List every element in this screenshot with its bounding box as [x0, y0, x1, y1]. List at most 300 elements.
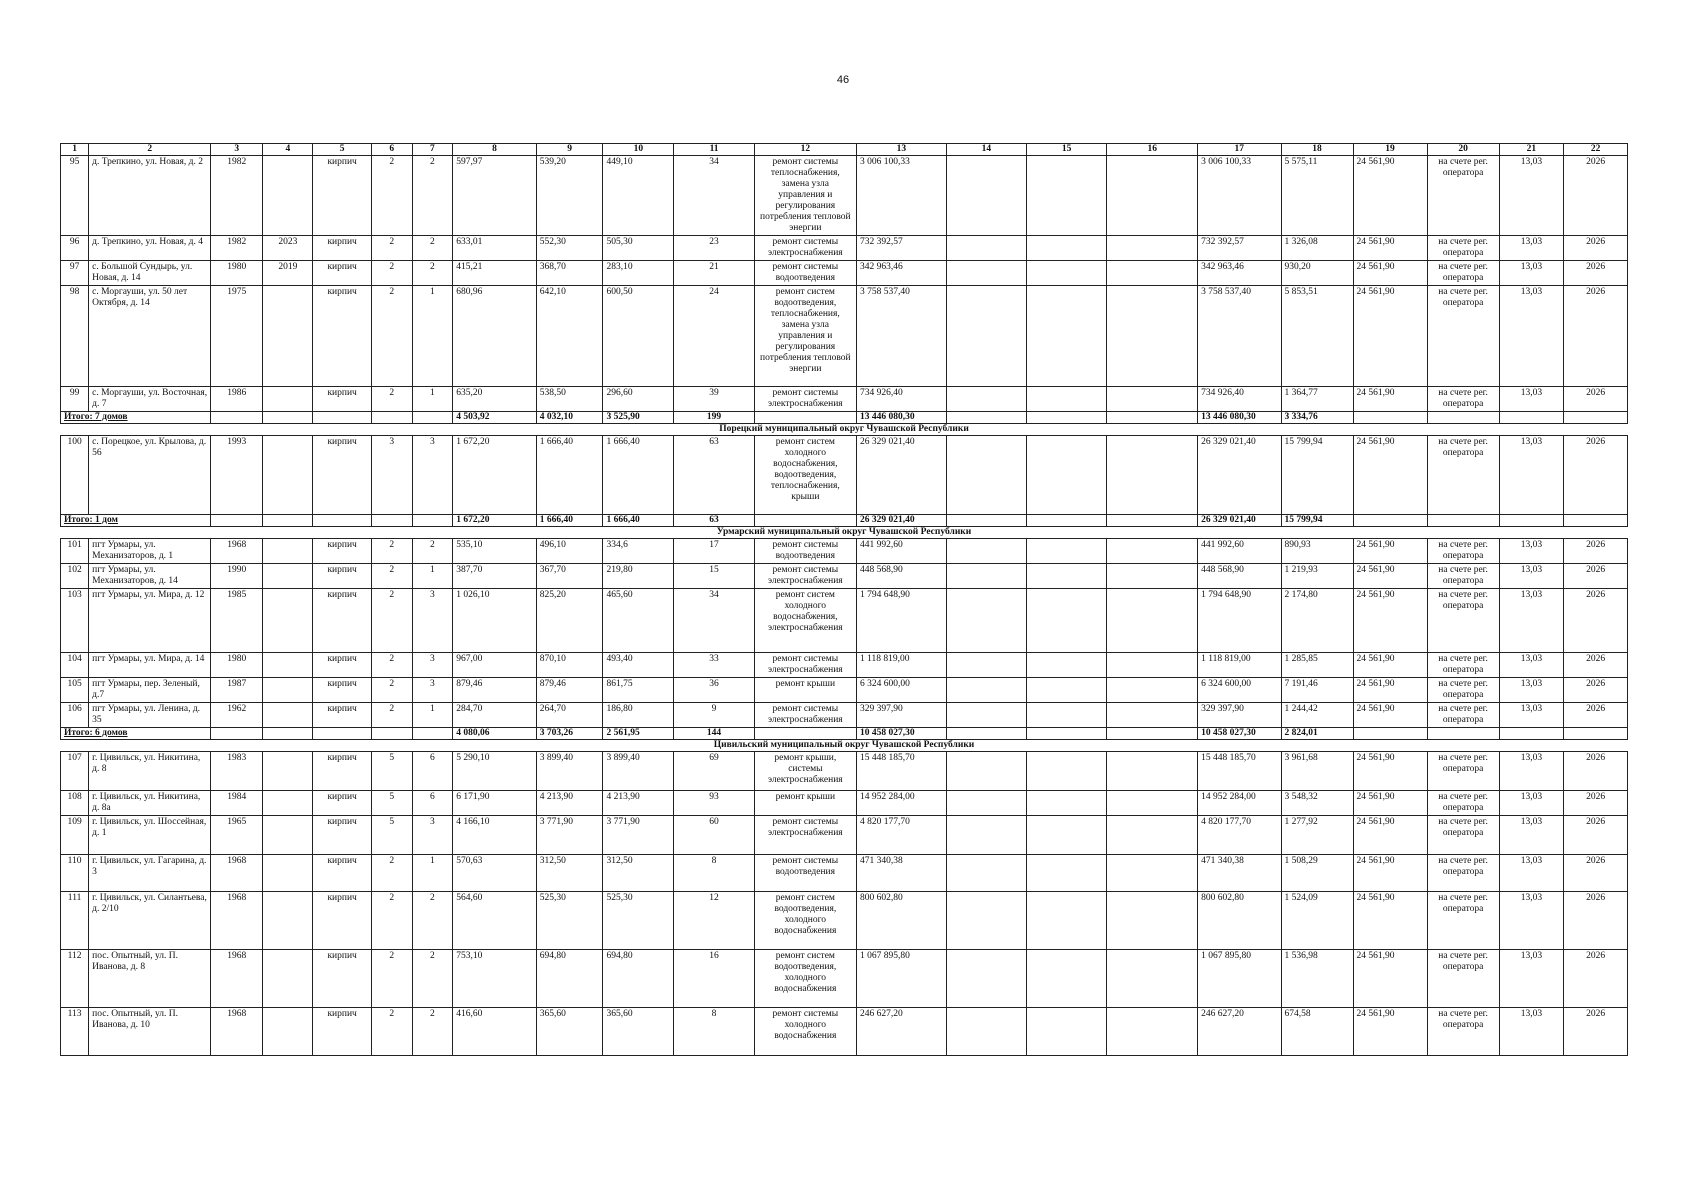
work-type-cell: ремонт крыши, системы электроснабжения: [754, 752, 856, 791]
address-cell: г. Цивильск, ул. Никитина, д. 8а: [89, 791, 211, 816]
renovation-year-cell: [263, 387, 313, 412]
floors-cell: 2: [371, 156, 412, 236]
col-14-cell: [946, 1008, 1026, 1056]
fund-account-cell: на счете рег. оператора: [1427, 816, 1499, 855]
col-15-cell: [1027, 156, 1107, 236]
work-type-cell: ремонт системы электроснабжения: [754, 653, 856, 678]
row-number-cell: 104: [61, 653, 89, 678]
fund-account-cell: на счете рег. оператора: [1427, 855, 1499, 892]
cost-fund-cell: 15 448 185,70: [1198, 752, 1281, 791]
cost-per-m2-cell: 1 364,77: [1281, 387, 1353, 412]
build-year-cell: 1968: [211, 892, 263, 950]
fund-account-cell: на счете рег. оператора: [1427, 791, 1499, 816]
col-16-cell: [1107, 653, 1198, 678]
cost-per-m2-cell: 1 244,42: [1281, 703, 1353, 728]
owned-area-cell: 186,80: [603, 703, 674, 728]
col-16-cell: [1107, 950, 1198, 1008]
entrances-cell: 2: [412, 236, 453, 261]
table-row: [61, 950, 1628, 1008]
cost-per-m2-cell: 1 285,85: [1281, 653, 1353, 678]
residents-cell: 33: [674, 653, 754, 678]
cost-limit-cell: 24 561,90: [1353, 564, 1427, 589]
entrances-cell: 2: [412, 1008, 453, 1056]
work-type-cell: ремонт системы электроснабжения: [754, 236, 856, 261]
cost-fund-cell: 732 392,57: [1198, 236, 1281, 261]
wall-material-cell: кирпич: [313, 1008, 371, 1056]
floors-cell: 2: [371, 539, 412, 564]
entrances-cell: 1: [412, 703, 453, 728]
empty-cell: [1027, 728, 1107, 740]
renovation-year-cell: [263, 892, 313, 950]
end-year-cell: 2026: [1564, 892, 1628, 950]
floors-cell: 2: [371, 855, 412, 892]
living-area-cell: 879,46: [536, 678, 603, 703]
table-row: [61, 539, 1628, 564]
cost-fund-cell: 4 820 177,70: [1198, 816, 1281, 855]
floors-cell: 2: [371, 589, 412, 653]
col-15-cell: [1027, 752, 1107, 791]
floors-cell: 2: [371, 892, 412, 950]
work-type-cell: ремонт крыши: [754, 678, 856, 703]
col-14-cell: [946, 678, 1026, 703]
cost-fund-cell: 1 067 895,80: [1198, 950, 1281, 1008]
col-14-cell: [946, 950, 1026, 1008]
fund-account-cell: на счете рег. оператора: [1427, 950, 1499, 1008]
col-14-cell: [946, 791, 1026, 816]
table-row: [61, 387, 1628, 412]
page-number: 46: [836, 74, 850, 86]
floors-cell: 3: [371, 436, 412, 515]
total-area-cell: 387,70: [453, 564, 536, 589]
residents-cell: 93: [674, 791, 754, 816]
entrances-cell: 3: [412, 436, 453, 515]
table-row: [61, 703, 1628, 728]
col-14-cell: [946, 261, 1026, 286]
column-number: 22: [1564, 144, 1628, 156]
deadline-cell: 13,03: [1499, 436, 1564, 515]
col-15-cell: [1027, 436, 1107, 515]
owned-area-cell: 525,30: [603, 892, 674, 950]
wall-material-cell: кирпич: [313, 261, 371, 286]
entrances-cell: 2: [412, 261, 453, 286]
empty-cell: [211, 728, 263, 740]
residents-cell: 12: [674, 892, 754, 950]
section-title-row: [61, 424, 1628, 436]
col-14-cell: [946, 653, 1026, 678]
fund-account-cell: на счете рег. оператора: [1427, 286, 1499, 387]
cost-total-cell: 4 820 177,70: [856, 816, 946, 855]
fund-account-cell: на счете рег. оператора: [1427, 1008, 1499, 1056]
work-type-cell: ремонт систем холодного водоснабжения, водоотведения, теплоснабжения, крыши: [754, 436, 856, 515]
cost-total-cell: 342 963,46: [856, 261, 946, 286]
table-row: [61, 791, 1628, 816]
residents-cell: 16: [674, 950, 754, 1008]
total-fund: 13 446 080,30: [1198, 412, 1281, 424]
floors-cell: 2: [371, 678, 412, 703]
cost-fund-cell: 448 568,90: [1198, 564, 1281, 589]
total-area_owned: 3 525,90: [603, 412, 674, 424]
cost-fund-cell: 1 794 648,90: [1198, 589, 1281, 653]
fund-account-cell: на счете рег. оператора: [1427, 387, 1499, 412]
table-row: [61, 436, 1628, 515]
build-year-cell: 1968: [211, 1008, 263, 1056]
col-16-cell: [1107, 286, 1198, 387]
owned-area-cell: 600,50: [603, 286, 674, 387]
living-area-cell: 825,20: [536, 589, 603, 653]
end-year-cell: 2026: [1564, 855, 1628, 892]
address-cell: д. Трепкино, ул. Новая, д. 2: [89, 156, 211, 236]
living-area-cell: 496,10: [536, 539, 603, 564]
empty-cell: [1499, 412, 1564, 424]
build-year-cell: 1993: [211, 436, 263, 515]
col-14-cell: [946, 855, 1026, 892]
fund-account-cell: на счете рег. оператора: [1427, 589, 1499, 653]
entrances-cell: 6: [412, 791, 453, 816]
total-area_living: 1 666,40: [536, 515, 603, 527]
col-14-cell: [946, 286, 1026, 387]
wall-material-cell: кирпич: [313, 436, 371, 515]
table-row: [61, 678, 1628, 703]
column-number: 12: [754, 144, 856, 156]
cost-fund-cell: 329 397,90: [1198, 703, 1281, 728]
living-area-cell: 312,50: [536, 855, 603, 892]
cost-fund-cell: 6 324 600,00: [1198, 678, 1281, 703]
owned-area-cell: 861,75: [603, 678, 674, 703]
table-row: [61, 653, 1628, 678]
fund-account-cell: на счете рег. оператора: [1427, 892, 1499, 950]
col-15-cell: [1027, 261, 1107, 286]
total-area-cell: 570,63: [453, 855, 536, 892]
section-title-row: [61, 527, 1628, 539]
table-row: [61, 752, 1628, 791]
living-area-cell: 264,70: [536, 703, 603, 728]
table-row: [61, 261, 1628, 286]
work-type-cell: ремонт систем водоотведения, теплоснабжения, замена узла управления и регулирования потребления тепловой энергии: [754, 286, 856, 387]
living-area-cell: 552,30: [536, 236, 603, 261]
renovation-year-cell: [263, 791, 313, 816]
cost-limit-cell: 24 561,90: [1353, 156, 1427, 236]
end-year-cell: 2026: [1564, 261, 1628, 286]
owned-area-cell: 3 899,40: [603, 752, 674, 791]
wall-material-cell: кирпич: [313, 892, 371, 950]
cost-total-cell: 1 794 648,90: [856, 589, 946, 653]
column-number: 17: [1198, 144, 1281, 156]
empty-cell: [1107, 412, 1198, 424]
table-row: [61, 855, 1628, 892]
address-cell: с. Моргауши, ул. 50 лет Октября, д. 14: [89, 286, 211, 387]
total-area-cell: 415,21: [453, 261, 536, 286]
entrances-cell: 2: [412, 156, 453, 236]
column-number: 7: [412, 144, 453, 156]
total-area-cell: 416,60: [453, 1008, 536, 1056]
column-number: 9: [536, 144, 603, 156]
floors-cell: 2: [371, 653, 412, 678]
floors-cell: 5: [371, 752, 412, 791]
total-cost: 26 329 021,40: [856, 515, 946, 527]
column-number: 1: [61, 144, 89, 156]
build-year-cell: 1968: [211, 950, 263, 1008]
renovation-year-cell: 2023: [263, 236, 313, 261]
living-area-cell: 3 899,40: [536, 752, 603, 791]
col-14-cell: [946, 703, 1026, 728]
column-number: 6: [371, 144, 412, 156]
column-number-row: [61, 144, 1628, 156]
empty-cell: [412, 515, 453, 527]
empty-cell: [371, 412, 412, 424]
renovation-year-cell: [263, 855, 313, 892]
deadline-cell: 13,03: [1499, 653, 1564, 678]
col-14-cell: [946, 156, 1026, 236]
empty-cell: [211, 412, 263, 424]
empty-cell: [412, 412, 453, 424]
cost-per-m2-cell: 1 326,08: [1281, 236, 1353, 261]
living-area-cell: 539,20: [536, 156, 603, 236]
col-16-cell: [1107, 791, 1198, 816]
col-14-cell: [946, 387, 1026, 412]
total-cost: 10 458 027,30: [856, 728, 946, 740]
col-16-cell: [1107, 1008, 1198, 1056]
cost-total-cell: 6 324 600,00: [856, 678, 946, 703]
column-number: 15: [1027, 144, 1107, 156]
empty-cell: [313, 412, 371, 424]
empty-cell: [1427, 515, 1499, 527]
row-number-cell: 108: [61, 791, 89, 816]
cost-per-m2-cell: 1 219,93: [1281, 564, 1353, 589]
col-15-cell: [1027, 236, 1107, 261]
col-16-cell: [1107, 236, 1198, 261]
work-type-cell: ремонт системы водоотведения: [754, 855, 856, 892]
entrances-cell: 2: [412, 950, 453, 1008]
deadline-cell: 13,03: [1499, 286, 1564, 387]
end-year-cell: 2026: [1564, 539, 1628, 564]
cost-total-cell: 471 340,38: [856, 855, 946, 892]
cost-fund-cell: 246 627,20: [1198, 1008, 1281, 1056]
end-year-cell: 2026: [1564, 286, 1628, 387]
end-year-cell: 2026: [1564, 564, 1628, 589]
renovation-year-cell: [263, 286, 313, 387]
deadline-cell: 13,03: [1499, 539, 1564, 564]
cost-total-cell: 3 006 100,33: [856, 156, 946, 236]
residents-cell: 21: [674, 261, 754, 286]
wall-material-cell: кирпич: [313, 387, 371, 412]
residents-cell: 15: [674, 564, 754, 589]
cost-per-m2-cell: 15 799,94: [1281, 436, 1353, 515]
address-cell: пгт Урмары, ул. Механизаторов, д. 14: [89, 564, 211, 589]
column-number: 8: [453, 144, 536, 156]
deadline-cell: 13,03: [1499, 678, 1564, 703]
cost-limit-cell: 24 561,90: [1353, 539, 1427, 564]
section-title: Урмарский муниципальный округ Чувашской Республики: [61, 527, 1628, 539]
end-year-cell: 2026: [1564, 236, 1628, 261]
cost-limit-cell: 24 561,90: [1353, 678, 1427, 703]
wall-material-cell: кирпич: [313, 816, 371, 855]
end-year-cell: 2026: [1564, 436, 1628, 515]
entrances-cell: 2: [412, 539, 453, 564]
column-number: 20: [1427, 144, 1499, 156]
total-people: 144: [674, 728, 754, 740]
address-cell: г. Цивильск, ул. Гагарина, д. 3: [89, 855, 211, 892]
col-16-cell: [1107, 387, 1198, 412]
table: [60, 143, 1628, 1056]
empty-cell: [1427, 728, 1499, 740]
row-number-cell: 113: [61, 1008, 89, 1056]
col-15-cell: [1027, 892, 1107, 950]
fund-account-cell: на счете рег. оператора: [1427, 678, 1499, 703]
empty-cell: [1499, 515, 1564, 527]
build-year-cell: 1986: [211, 387, 263, 412]
cost-fund-cell: 734 926,40: [1198, 387, 1281, 412]
empty-cell: [754, 412, 856, 424]
empty-cell: [313, 728, 371, 740]
cost-limit-cell: 24 561,90: [1353, 436, 1427, 515]
empty-cell: [1027, 412, 1107, 424]
owned-area-cell: 312,50: [603, 855, 674, 892]
renovation-year-cell: [263, 564, 313, 589]
cost-fund-cell: 342 963,46: [1198, 261, 1281, 286]
build-year-cell: 1968: [211, 855, 263, 892]
total-row: [61, 728, 1628, 740]
cost-total-cell: 246 627,20: [856, 1008, 946, 1056]
cost-per-m2-cell: 3 548,32: [1281, 791, 1353, 816]
empty-cell: [211, 515, 263, 527]
total-fund: 10 458 027,30: [1198, 728, 1281, 740]
build-year-cell: 1984: [211, 791, 263, 816]
total-area: 4 503,92: [453, 412, 536, 424]
empty-cell: [754, 515, 856, 527]
entrances-cell: 3: [412, 816, 453, 855]
empty-cell: [412, 728, 453, 740]
col-16-cell: [1107, 892, 1198, 950]
address-cell: пос. Опытный, ул. П. Иванова, д. 8: [89, 950, 211, 1008]
cost-total-cell: 26 329 021,40: [856, 436, 946, 515]
cost-limit-cell: 24 561,90: [1353, 855, 1427, 892]
col-15-cell: [1027, 653, 1107, 678]
renovation-year-cell: 2019: [263, 261, 313, 286]
empty-cell: [1427, 412, 1499, 424]
total-cost: 13 446 080,30: [856, 412, 946, 424]
total-per-m2: 2 824,01: [1281, 728, 1353, 740]
cost-fund-cell: 3 758 537,40: [1198, 286, 1281, 387]
cost-limit-cell: 24 561,90: [1353, 286, 1427, 387]
cost-total-cell: 734 926,40: [856, 387, 946, 412]
cost-per-m2-cell: 1 524,09: [1281, 892, 1353, 950]
renovation-year-cell: [263, 752, 313, 791]
section-title: Порецкий муниципальный округ Чувашской Республики: [61, 424, 1628, 436]
address-cell: пгт Урмары, пер. Зеленый, д.7: [89, 678, 211, 703]
cost-limit-cell: 24 561,90: [1353, 816, 1427, 855]
column-number: 3: [211, 144, 263, 156]
col-14-cell: [946, 892, 1026, 950]
cost-limit-cell: 24 561,90: [1353, 236, 1427, 261]
owned-area-cell: 296,60: [603, 387, 674, 412]
build-year-cell: 1975: [211, 286, 263, 387]
work-type-cell: ремонт системы водоотведения: [754, 539, 856, 564]
entrances-cell: 1: [412, 286, 453, 387]
wall-material-cell: кирпич: [313, 703, 371, 728]
col-16-cell: [1107, 156, 1198, 236]
fund-account-cell: на счете рег. оператора: [1427, 752, 1499, 791]
empty-cell: [263, 412, 313, 424]
total-per-m2: 3 334,76: [1281, 412, 1353, 424]
residents-cell: 24: [674, 286, 754, 387]
build-year-cell: 1987: [211, 678, 263, 703]
cost-fund-cell: 1 118 819,00: [1198, 653, 1281, 678]
floors-cell: 5: [371, 791, 412, 816]
row-number-cell: 112: [61, 950, 89, 1008]
end-year-cell: 2026: [1564, 703, 1628, 728]
row-number-cell: 96: [61, 236, 89, 261]
cost-limit-cell: 24 561,90: [1353, 892, 1427, 950]
build-year-cell: 1985: [211, 589, 263, 653]
cost-limit-cell: 24 561,90: [1353, 1008, 1427, 1056]
cost-limit-cell: 24 561,90: [1353, 387, 1427, 412]
col-16-cell: [1107, 703, 1198, 728]
wall-material-cell: кирпич: [313, 752, 371, 791]
deadline-cell: 13,03: [1499, 816, 1564, 855]
living-area-cell: 525,30: [536, 892, 603, 950]
col-15-cell: [1027, 678, 1107, 703]
cost-total-cell: 1 067 895,80: [856, 950, 946, 1008]
end-year-cell: 2026: [1564, 816, 1628, 855]
cost-limit-cell: 24 561,90: [1353, 791, 1427, 816]
owned-area-cell: 493,40: [603, 653, 674, 678]
column-number: 11: [674, 144, 754, 156]
cost-per-m2-cell: 930,20: [1281, 261, 1353, 286]
end-year-cell: 2026: [1564, 791, 1628, 816]
col-14-cell: [946, 539, 1026, 564]
renovation-year-cell: [263, 1008, 313, 1056]
row-number-cell: 101: [61, 539, 89, 564]
cost-fund-cell: 441 992,60: [1198, 539, 1281, 564]
floors-cell: 2: [371, 286, 412, 387]
empty-cell: [1499, 728, 1564, 740]
owned-area-cell: 449,10: [603, 156, 674, 236]
work-type-cell: ремонт системы водоотведения: [754, 261, 856, 286]
cost-per-m2-cell: 3 961,68: [1281, 752, 1353, 791]
wall-material-cell: кирпич: [313, 678, 371, 703]
table-row: [61, 589, 1628, 653]
deadline-cell: 13,03: [1499, 156, 1564, 236]
renovation-year-cell: [263, 950, 313, 1008]
address-cell: с. Большой Сундырь, ул. Новая, д. 14: [89, 261, 211, 286]
cost-total-cell: 3 758 537,40: [856, 286, 946, 387]
col-15-cell: [1027, 387, 1107, 412]
cost-limit-cell: 24 561,90: [1353, 261, 1427, 286]
col-16-cell: [1107, 261, 1198, 286]
living-area-cell: 538,50: [536, 387, 603, 412]
column-number: 13: [856, 144, 946, 156]
cost-per-m2-cell: 1 277,92: [1281, 816, 1353, 855]
living-area-cell: 367,70: [536, 564, 603, 589]
cost-total-cell: 15 448 185,70: [856, 752, 946, 791]
deadline-cell: 13,03: [1499, 564, 1564, 589]
table-row: [61, 156, 1628, 236]
address-cell: пгт Урмары, ул. Ленина, д. 35: [89, 703, 211, 728]
total-area-cell: 1 672,20: [453, 436, 536, 515]
cost-fund-cell: 471 340,38: [1198, 855, 1281, 892]
row-number-cell: 100: [61, 436, 89, 515]
empty-cell: [946, 728, 1026, 740]
floors-cell: 2: [371, 1008, 412, 1056]
renovation-year-cell: [263, 678, 313, 703]
fund-account-cell: на счете рег. оператора: [1427, 539, 1499, 564]
column-number: 5: [313, 144, 371, 156]
cost-fund-cell: 26 329 021,40: [1198, 436, 1281, 515]
work-type-cell: ремонт системы электроснабжения: [754, 564, 856, 589]
fund-account-cell: на счете рег. оператора: [1427, 261, 1499, 286]
wall-material-cell: кирпич: [313, 236, 371, 261]
cost-per-m2-cell: 2 174,80: [1281, 589, 1353, 653]
